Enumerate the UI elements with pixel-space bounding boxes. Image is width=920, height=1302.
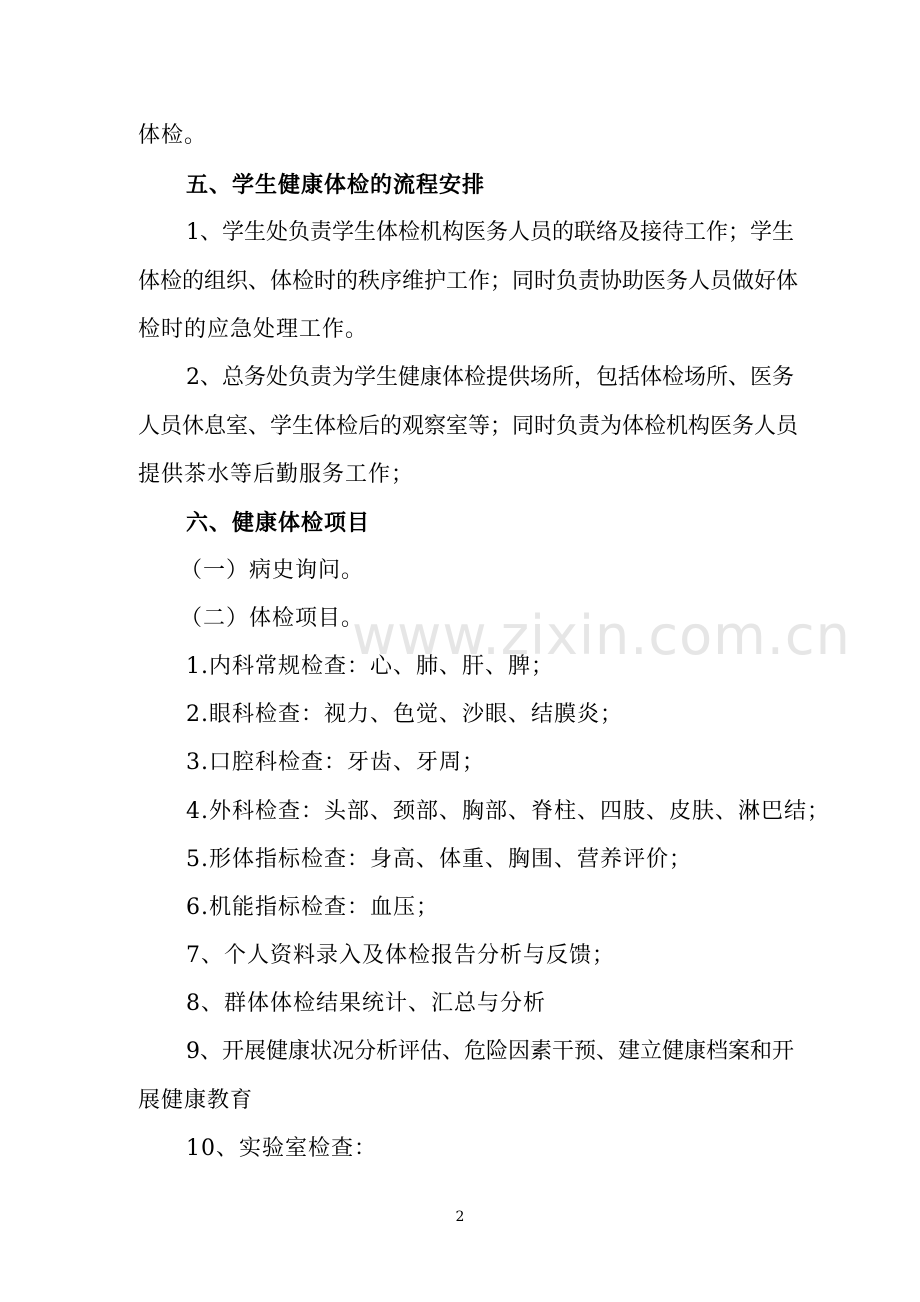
- section-heading-5: 五、学生健康体检的流程安排: [186, 172, 486, 198]
- list-item: 9、开展健康状况分析评估、危险因素干预、建立健康档案和开: [186, 1039, 794, 1064]
- page-number: 2: [455, 1209, 465, 1225]
- list-item: 8、群体体检结果统计、汇总与分析: [186, 991, 546, 1016]
- paragraph-line: 体检。: [138, 123, 208, 148]
- paragraph-line: 体检的组织、体检时的秩序维护工作；同时负责协助医务人员做好体: [138, 269, 799, 294]
- list-item: 7、个人资料录入及体检报告分析与反馈；: [186, 943, 615, 968]
- paragraph-line: 展健康教育: [138, 1088, 254, 1113]
- list-item: 1.内科常规检查：心、肺、肝、脾；: [186, 654, 554, 679]
- list-item: 3.口腔科检查：牙齿、牙周；: [186, 750, 485, 775]
- section-heading-6: 六、健康体检项目: [186, 510, 371, 536]
- list-item: （二）体检项目。: [180, 606, 365, 631]
- list-item: 10、实验室检查：: [186, 1136, 377, 1161]
- paragraph-line: 2、总务处负责为学生健康体检提供场所，包括体检场所、医务: [186, 365, 794, 390]
- paragraph-line: 人员休息室、学生体检后的观察室等；同时负责为体检机构医务人员: [138, 414, 799, 439]
- list-item: 2.眼科检查：视力、色觉、沙眼、结膜炎；: [186, 702, 623, 727]
- list-item: 4.外科检查：头部、颈部、胸部、脊柱、四肢、皮肤、淋巴结；: [186, 799, 830, 824]
- paragraph-line: 1、学生处负责学生体检机构医务人员的联络及接待工作；学生: [186, 220, 794, 245]
- list-item: （一）病史询问。: [180, 558, 365, 583]
- list-item: 5.形体指标检查：身高、体重、胸围、营养评价；: [186, 847, 692, 872]
- list-item: 6.机能指标检查：血压；: [186, 895, 439, 920]
- paragraph-line: 提供茶水等后勤服务工作；: [138, 462, 415, 487]
- paragraph-line: 检时的应急处理工作。: [138, 317, 369, 342]
- watermark: www.zixin.com.cn: [352, 604, 851, 667]
